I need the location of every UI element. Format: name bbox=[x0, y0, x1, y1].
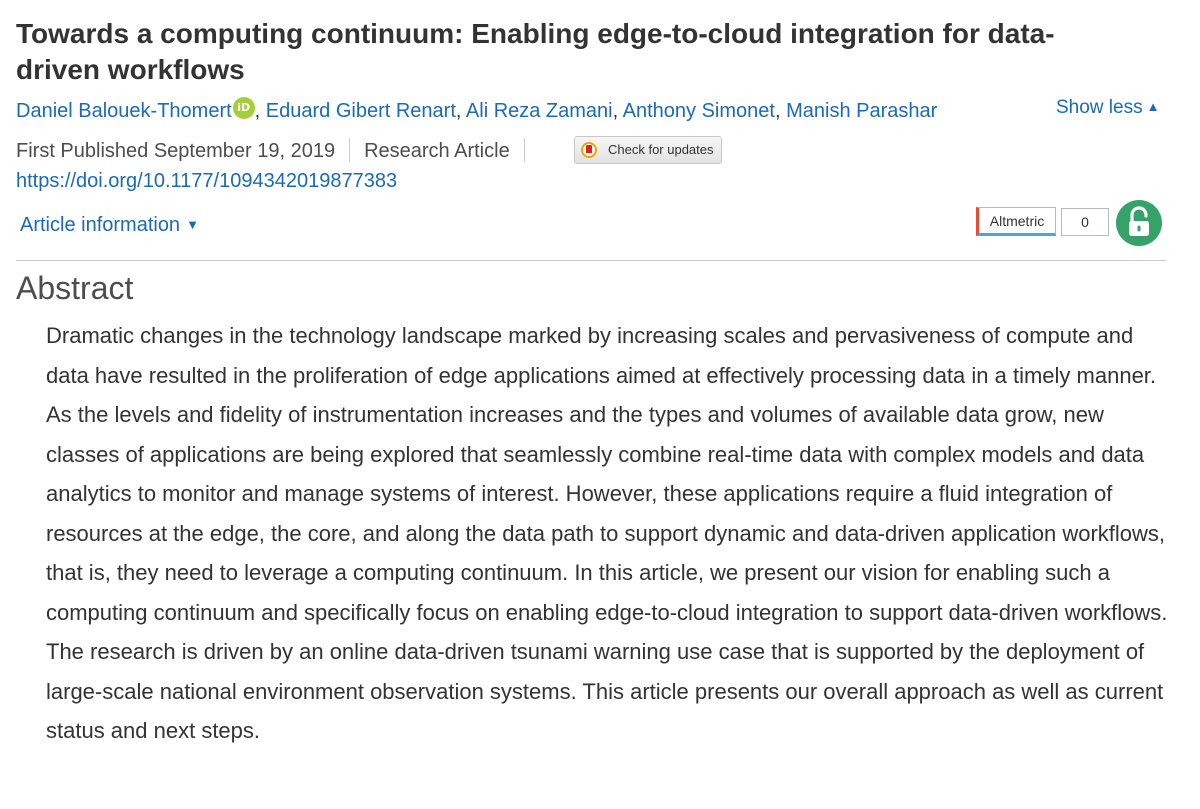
check-for-updates-button[interactable] bbox=[574, 136, 722, 164]
author-link[interactable]: Daniel Balouek-Thomert bbox=[16, 100, 232, 122]
abstract-text: Dramatic changes in the technology landscape marked by increasing scales and pervasiveness of compute and data have resulted in the proliferation of edge applications aimed at effectively processing data in a timely manner. As the levels and fidelity of instrumentation increases and the types and volumes of available data grow, new classes of applications are being explored that seamlessly combine real-time data with complex models and data analytics to monitor and manage systems of interest. However, these applications require a fluid integration of resources at the edge, the core, and along the data path to support dynamic and data-driven application workflows, that is, they need to leverage a computing continuum. In this article, we present our vision for enabling such a computing continuum and specifically focus on enabling edge-to-cloud integration to support data-driven workflows. The research is driven by an online data-driven tsunami warning use case that is supported by the deployment of large-scale national environment observation systems. This article presents our overall approach as well as current status and next steps. bbox=[46, 323, 1168, 743]
publication-date: First Published September 19, 2019 bbox=[16, 140, 336, 162]
author-link[interactable]: Manish Parashar bbox=[786, 100, 938, 122]
show-less-label: Show less bbox=[1056, 97, 1143, 118]
author-separator: , bbox=[774, 100, 787, 122]
abstract-heading: Abstract bbox=[16, 270, 134, 306]
show-less-toggle[interactable] bbox=[1056, 94, 1159, 121]
author-separator: , bbox=[612, 100, 623, 122]
open-lock-icon bbox=[1116, 200, 1162, 246]
crossmark-icon bbox=[581, 142, 597, 158]
article-title: Towards a computing continuum: Enabling edge-to-cloud integration for data-driven workflows bbox=[16, 18, 1055, 85]
author-link[interactable]: Eduard Gibert Renart bbox=[265, 100, 456, 122]
author-separator: , bbox=[254, 100, 266, 122]
article-type: Research Article bbox=[364, 140, 510, 162]
article-information-label: Article information bbox=[20, 214, 181, 236]
doi-link[interactable]: https://doi.org/10.1177/1094342019877383 bbox=[16, 170, 398, 192]
meta-divider bbox=[524, 138, 525, 162]
publication-meta bbox=[16, 137, 539, 165]
meta-divider bbox=[349, 138, 350, 162]
altmetric-score[interactable]: 0 bbox=[1061, 208, 1109, 236]
author-list bbox=[16, 97, 1056, 125]
chevron-up-icon: ▲ bbox=[1146, 99, 1160, 114]
chevron-down-icon: ▼ bbox=[186, 217, 199, 232]
section-divider bbox=[16, 260, 1166, 261]
check-for-updates-label: Check for updates bbox=[608, 142, 714, 157]
open-access-icon bbox=[1116, 200, 1162, 246]
author-link[interactable]: Anthony Simonet bbox=[622, 100, 775, 122]
author-separator: , bbox=[455, 100, 466, 122]
author-link[interactable]: Ali Reza Zamani bbox=[465, 100, 613, 122]
article-information-toggle[interactable] bbox=[20, 211, 199, 239]
altmetric-badge[interactable]: Altmetric bbox=[976, 207, 1056, 236]
orcid-icon[interactable]: iD bbox=[233, 97, 255, 119]
